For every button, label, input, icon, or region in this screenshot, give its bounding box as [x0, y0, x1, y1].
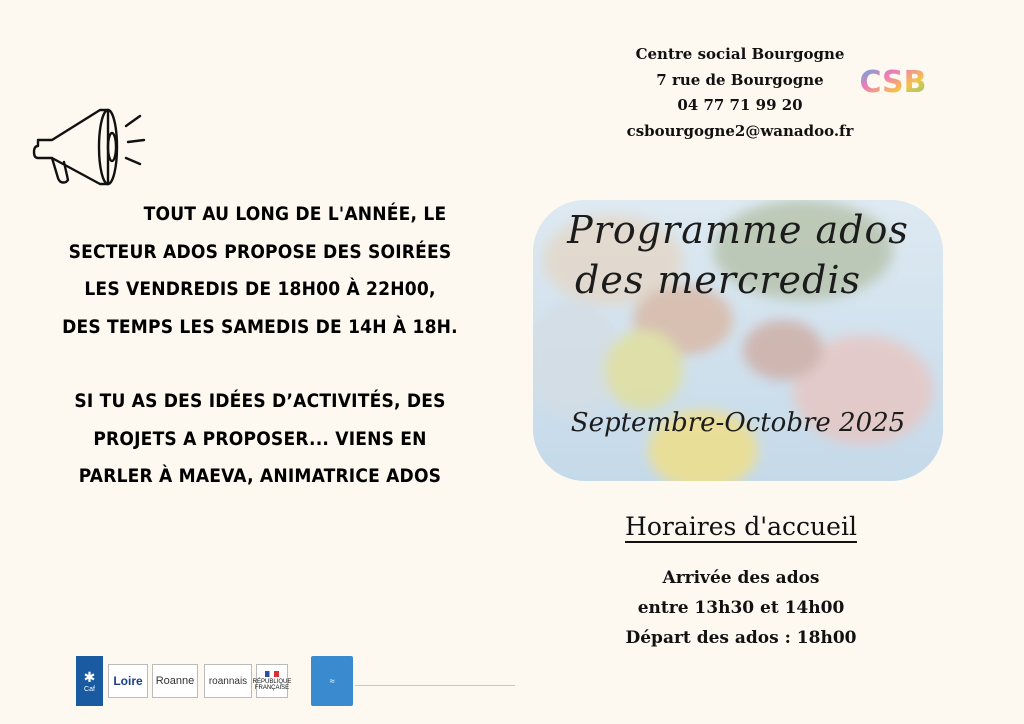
announce-line: TOUT AU LONG DE L'ANNÉE, LE [143, 203, 447, 225]
loire-logo: Loire [108, 664, 148, 698]
centres-sociaux-logo: ≈ [311, 656, 353, 706]
announce-line: PARLER À MAEVA, ANIMATRICE ADOS [78, 465, 442, 487]
roannais-logo: roannais [204, 664, 252, 698]
announce-line: LES VENDREDIS DE 18H00 À 22H00, [84, 278, 436, 300]
hero-subtitle: Septembre-Octobre 2025 [570, 408, 906, 438]
center-address: 7 rue de Bourgogne [656, 70, 824, 89]
announce-line: SECTEUR ADOS PROPOSE DES SOIRÉES [68, 240, 452, 263]
announcement-text [40, 196, 480, 496]
csb-logo-text: CSB [859, 65, 927, 100]
hours-block [560, 563, 922, 653]
hours-line: entre 13h30 et 14h00 [637, 598, 845, 618]
caf-logo-text: Caf [84, 686, 95, 693]
hero-title [533, 205, 943, 305]
megaphone-icon [30, 100, 150, 192]
announce-line: SI TU AS DES IDÉES D’ACTIVITÉS, DES [74, 390, 446, 412]
hours-title: Horaires d'accueil [625, 512, 857, 541]
hero-title-line: Programme ados [567, 208, 909, 252]
contact-block [590, 42, 890, 144]
republique-francaise-logo [252, 664, 292, 698]
hours-line: Départ des ados : 18h00 [625, 628, 857, 648]
announce-line: DES TEMPS LES SAMEDIS DE 14H À 18H. [62, 315, 458, 338]
hero-title-line: des mercredis [575, 258, 861, 302]
center-name: Centre social Bourgogne [635, 45, 845, 63]
announce-line: PROJETS A PROPOSER... VIENS EN [93, 427, 427, 450]
center-email[interactable]: csbourgogne2@wanadoo.fr [626, 121, 854, 140]
rf-logo-text: RÉPUBLIQUE FRANÇAISE [252, 679, 292, 691]
hours-line: Arrivée des ados [662, 568, 820, 588]
roanne-logo: Roanne [152, 664, 198, 698]
center-phone[interactable]: 04 77 71 99 20 [677, 96, 803, 114]
caf-logo: ✱ Caf [76, 656, 103, 706]
divider [355, 685, 515, 686]
csb-logo [855, 60, 931, 102]
